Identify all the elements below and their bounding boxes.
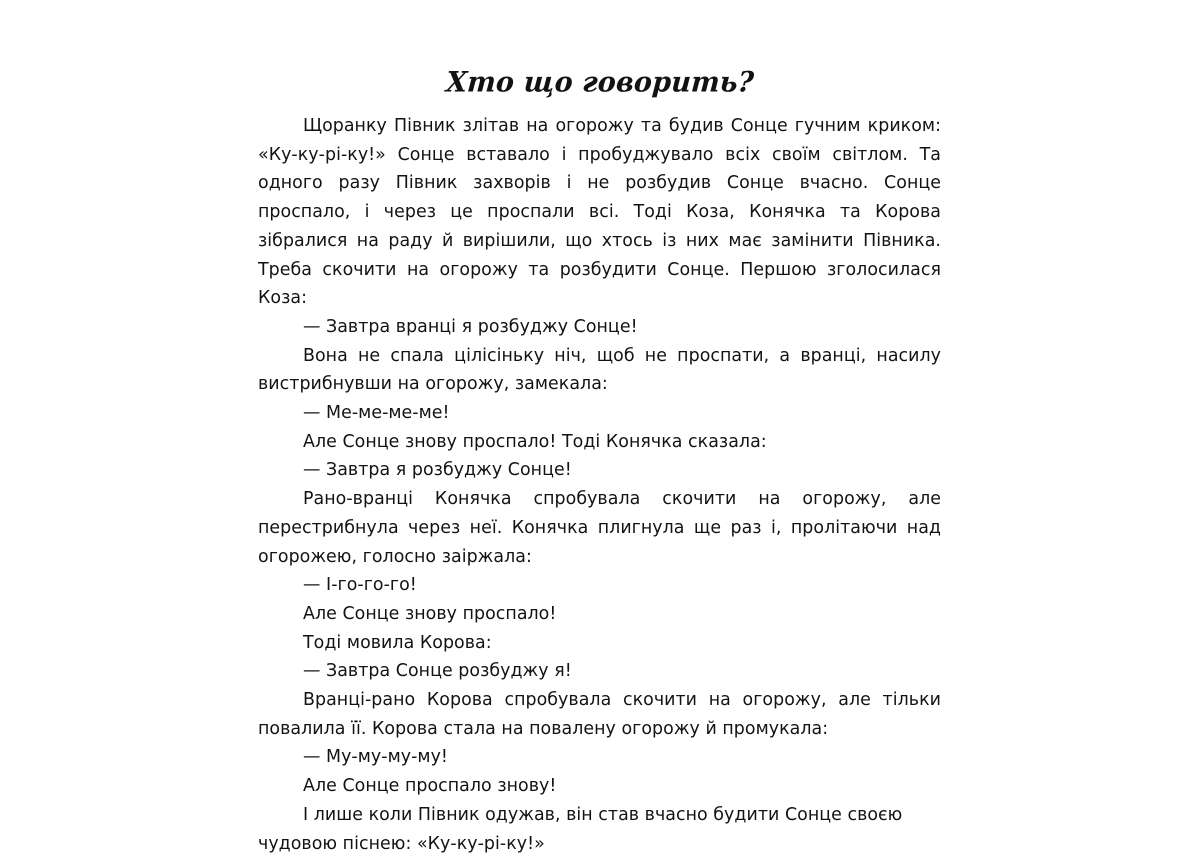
- page-title: Хто що говорить?: [445, 66, 756, 99]
- paragraph-dialogue: — Завтра Сонце розбуджу я!: [303, 661, 572, 682]
- paragraph: Щоранку Півник злітав на огорожу та будив Сонце гучним криком: «Ку-ку-рі-ку!» Сонце вставало і пробуджувало всіх своїм світлом. Та одного разу Півник захворів і не розбудив Сонце вчасно. Сонце проспало, і через це проспали всі. Тоді Коза, Конячка та Корова зібралися на раду й вирішили, що хтось із них має замінити Півника. Треба скочити на огорожу та розбудити Сонце. Першою зголосилася Коза:: [258, 116, 941, 309]
- paragraph-dialogue: — Завтра я розбуджу Сонце!: [303, 460, 572, 481]
- paragraph: І лише коли Півник одужав, він став вчасно будити Сонце своєю чудовою піснею: «Ку-ку-рі-ку!»: [258, 804, 903, 854]
- paragraph: Вранці-рано Корова спробувала скочити на огорожу, але тільки повалила її. Корова стала на повалену огорожу й промукала:: [258, 690, 941, 739]
- paragraph-dialogue: — Ме-ме-ме-ме!: [303, 403, 450, 424]
- paragraph: Але Сонце знову проспало!: [303, 603, 557, 624]
- paragraph-dialogue: — Му-му-му-му!: [303, 747, 448, 768]
- story-body-text: [258, 112, 941, 858]
- paragraph: Вона не спала цілісіньку ніч, щоб не проспати, а вранці, насилу вистрибнувши на огорожу, замекала:: [258, 345, 941, 395]
- paragraph-dialogue: — І-го-го-го!: [303, 575, 417, 596]
- paragraph: Рано-вранці Конячка спробувала скочити на огорожу, але перестрибнула через неї. Конячка плигнула ще раз і, пролітаючи над огорожею, голосно заіржала:: [258, 489, 941, 567]
- paragraph: Але Сонце проспало знову!: [303, 776, 557, 797]
- paragraph-dialogue: — Завтра вранці я розбуджу Сонце!: [303, 316, 638, 337]
- paragraph: Тоді мовила Корова:: [303, 632, 492, 653]
- paragraph: Але Сонце знову проспало! Тоді Конячка сказала:: [303, 431, 767, 452]
